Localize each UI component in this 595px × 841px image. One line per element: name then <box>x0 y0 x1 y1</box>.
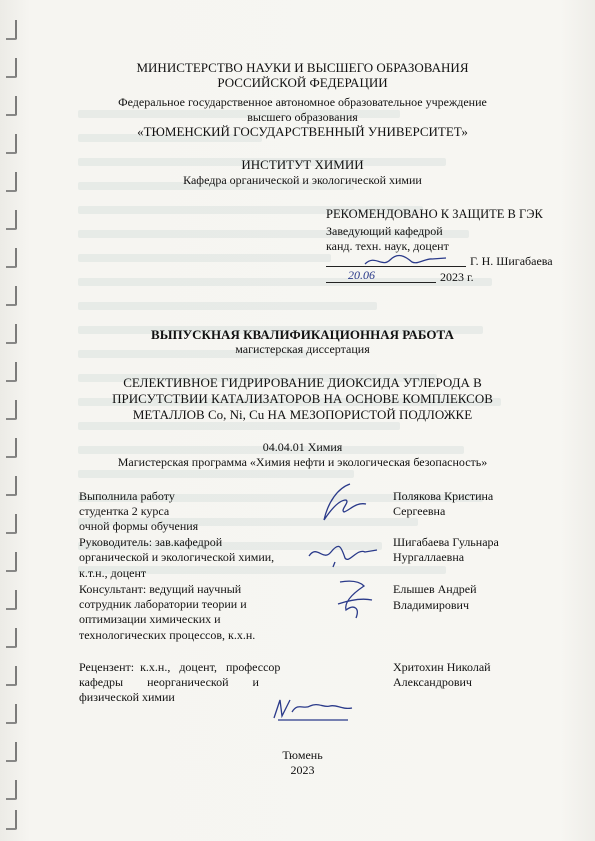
consultant-role-2: сотрудник лаборатории теории и <box>79 597 247 611</box>
author-role-1: Выполнила работу <box>79 489 175 503</box>
author-name-1: Полякова Кристина <box>393 489 494 503</box>
work-title-line-2: ПРИСУТСТВИИ КАТАЛИЗАТОРОВ НА ОСНОВЕ КОМПЛЕКСОВ <box>112 391 493 406</box>
reviewer-role-3: физической химии <box>79 690 175 704</box>
author-role-2: студентка 2 курса <box>79 504 170 518</box>
approval-date: 20.06 <box>348 268 375 282</box>
supervisor-role-1: Руководитель: зав.кафедрой <box>79 535 223 549</box>
reviewer-role-1: Рецензент: к.х.н., доцент, профессор <box>79 660 281 674</box>
approval-name: Г. Н. Шигабаева <box>470 254 553 268</box>
reviewer-name-1: Хритохин Николай <box>393 660 491 674</box>
reviewer-signature <box>268 694 358 724</box>
supervisor-signature <box>305 538 380 568</box>
author-signature <box>310 480 370 530</box>
institute-name: ИНСТИТУТ ХИМИИ <box>241 157 364 172</box>
department-name: Кафедра органической и экологической химии <box>183 173 422 187</box>
author-role-3: очной формы обучения <box>79 519 199 533</box>
work-title-line-1: СЕЛЕКТИВНОЕ ГИДРИРОВАНИЕ ДИОКСИДА УГЛЕРОДА В <box>123 375 482 390</box>
approval-title: РЕКОМЕНДОВАНО К ЗАЩИТЕ В ГЭК <box>326 207 543 221</box>
approval-line-2: канд. техн. наук, доцент <box>326 239 449 253</box>
consultant-role-1: Консультант: ведущий научный <box>79 582 242 596</box>
ministry-line-2: РОССИЙСКОЙ ФЕДЕРАЦИИ <box>217 75 388 90</box>
consultant-role-4: технологических процессов, к.х.н. <box>79 628 256 642</box>
year: 2023 <box>290 763 315 777</box>
work-subtype: магистерская диссертация <box>235 342 370 356</box>
consultant-role-3: оптимизации химических и <box>79 612 221 626</box>
binding-holes <box>6 20 20 830</box>
institution-line-2: высшего образования <box>247 110 358 124</box>
approval-date-line <box>326 282 436 283</box>
work-type: ВЫПУСКНАЯ КВАЛИФИКАЦИОННАЯ РАБОТА <box>151 327 454 342</box>
city: Тюмень <box>282 748 323 762</box>
work-title-line-3: МЕТАЛЛОВ Co, Ni, Cu НА МЕЗОПОРИСТОЙ ПОДЛОЖКЕ <box>132 407 473 422</box>
approval-line-1: Заведующий кафедрой <box>326 224 443 238</box>
reviewer-name-2: Александрович <box>393 675 472 689</box>
supervisor-role-3: к.т.н., доцент <box>79 566 147 580</box>
author-name-2: Сергеевна <box>393 504 446 518</box>
institution-line-1: Федеральное государственное автономное образовательное учреждение <box>118 95 487 109</box>
program-name: Магистерская программа «Химия нефти и экологическая безопасность» <box>117 455 488 469</box>
university-name: «ТЮМЕНСКИЙ ГОСУДАРСТВЕННЫЙ УНИВЕРСИТЕТ» <box>137 124 468 139</box>
approval-year: 2023 г. <box>440 270 474 284</box>
supervisor-name-2: Нургаллаевна <box>393 550 465 564</box>
consultant-name-2: Владимирович <box>393 598 469 612</box>
supervisor-name-1: Шигабаева Гульнара <box>393 535 499 549</box>
ministry-line-1: МИНИСТЕРСТВО НАУКИ И ВЫСШЕГО ОБРАЗОВАНИЯ <box>136 60 469 75</box>
consultant-name-1: Елышев Андрей <box>393 582 477 596</box>
supervisor-role-2: органической и экологической химии, <box>79 550 275 564</box>
specialty-code: 04.04.01 Химия <box>262 440 343 454</box>
consultant-signature <box>330 574 380 624</box>
reviewer-role-2: кафедры неорганической и <box>79 675 259 689</box>
head-signature <box>360 250 450 270</box>
